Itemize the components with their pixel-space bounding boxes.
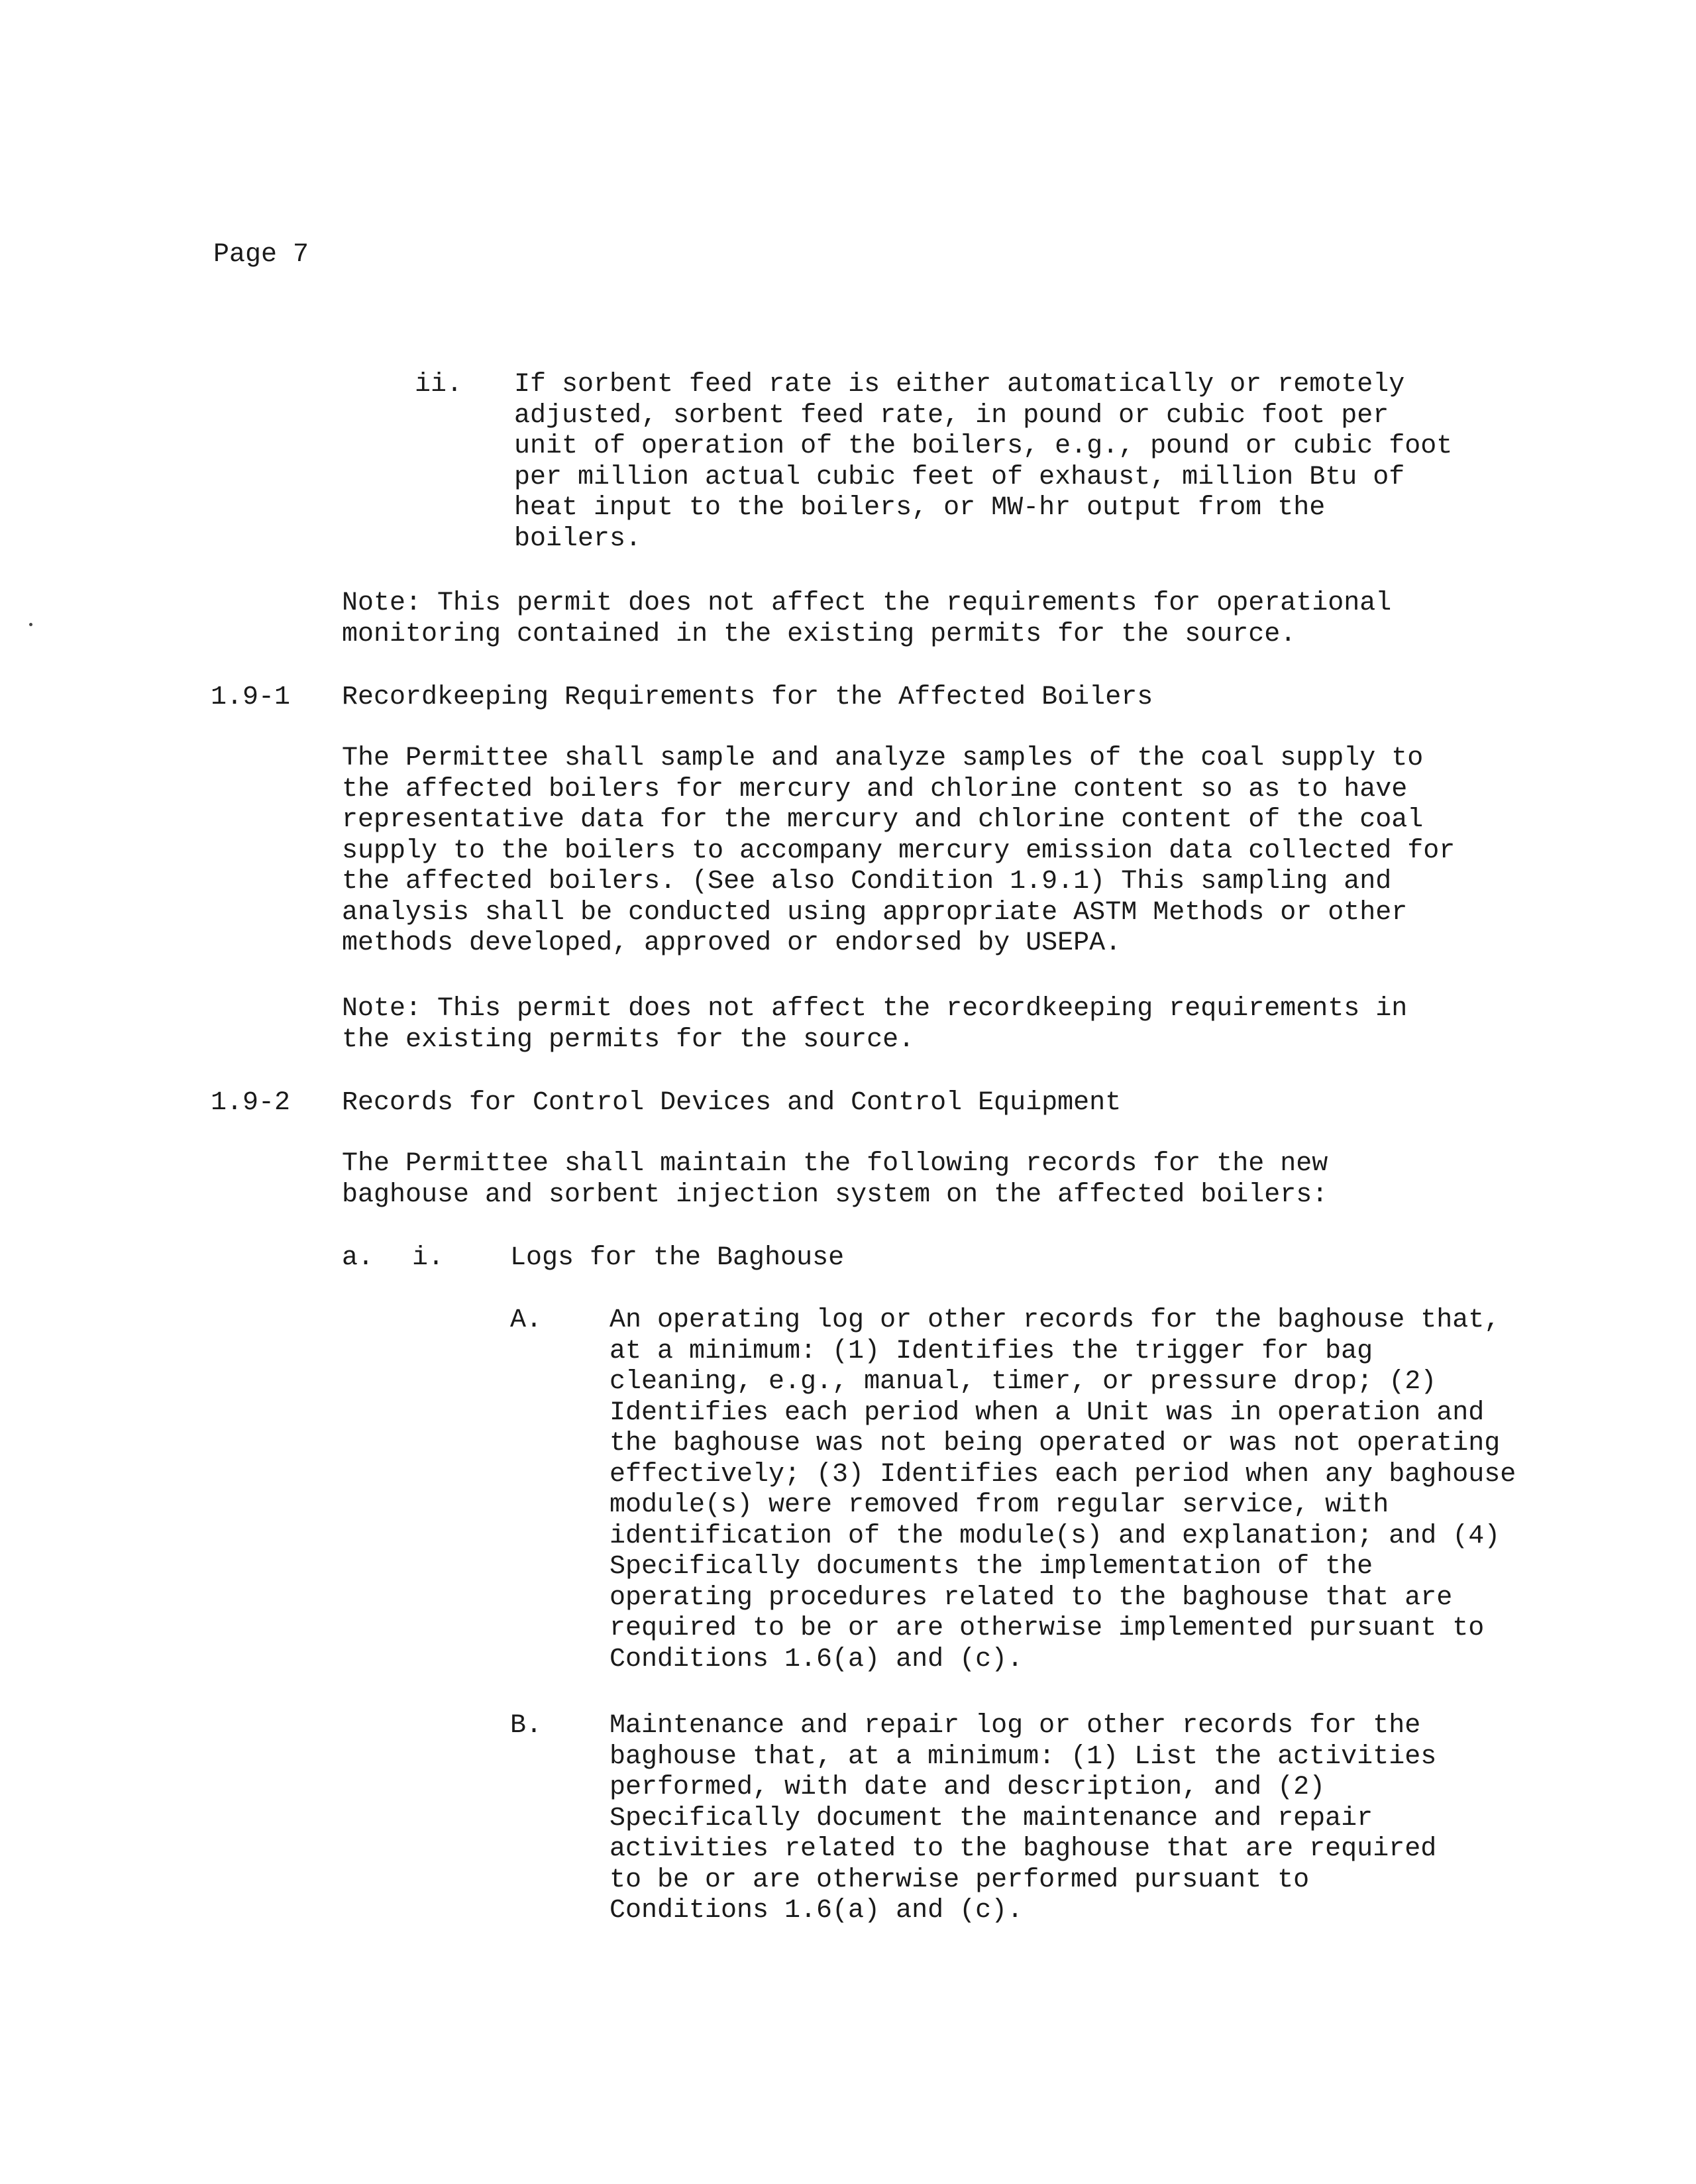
- scan-speck: [29, 623, 32, 626]
- page-number: Page 7: [213, 240, 309, 270]
- section-1-9-1-note: Note: This permit does not affect the recordkeeping requirements in the existing permits for the source.: [342, 994, 1408, 1055]
- section-1-9-2-body: The Permittee shall maintain the following records for the new baghouse and sorbent injection system on the affected boilers:: [342, 1149, 1328, 1210]
- item-A-text: An operating log or other records for the baghouse that, at a minimum: (1) Identifies the trigger for bag cleaning, e.g., manual, timer, or pressure drop; (2) Identifies each period when a Unit was in operation and the baghouse was not being operated or was not operating effectively; (3) Identifies each period when any baghouse module(s) were removed from regular service, with identification of the module(s) and explanation; and (4) Specifically documents the implementation of the operating procedures related to the baghouse that are required to be or are otherwise implemented pursuant to Conditions 1.6(a) and (c).: [610, 1305, 1516, 1674]
- item-B-text: Maintenance and repair log or other records for the baghouse that, at a minimum: (1) List the activities performed, with date and description, and (2) Specifically document the maintenance and repair activities related to the baghouse that are required to be or are otherwise performed pursuant to Conditions 1.6(a) and (c).: [610, 1711, 1437, 1926]
- note-monitoring: Note: This permit does not affect the requirements for operational monitoring contained in the existing permits for the source.: [342, 588, 1392, 649]
- item-ii-marker: ii.: [415, 370, 463, 400]
- section-1-9-1-number: 1.9-1: [211, 682, 291, 712]
- item-ii-text: If sorbent feed rate is either automatically or remotely adjusted, sorbent feed rate, in pound or cubic foot per unit of operation of the boilers, e.g., pound or cubic foot per million actual cubic feet of exhaust, million Btu of heat input to the boilers, or MW-hr output from the boilers.: [514, 370, 1453, 554]
- section-1-9-1-heading: Recordkeeping Requirements for the Affected Boilers: [342, 682, 1153, 712]
- item-i-heading: Logs for the Baghouse: [510, 1243, 845, 1273]
- item-A-marker: A.: [510, 1305, 543, 1335]
- section-1-9-2-number: 1.9-2: [211, 1088, 291, 1118]
- section-1-9-2-heading: Records for Control Devices and Control Equipment: [342, 1088, 1122, 1118]
- item-a-marker: a.: [342, 1243, 374, 1273]
- item-i-marker: i.: [412, 1243, 445, 1273]
- item-B-marker: B.: [510, 1711, 543, 1741]
- section-1-9-1-body: The Permittee shall sample and analyze samples of the coal supply to the affected boilers for mercury and chlorine content so as to have representative data for the mercury and chlorine content of the coal supply to the boilers to accompany mercury emission data collected for the affected boilers. (See also Condition 1.9.1) This sampling and analysis shall be conducted using appropriate ASTM Methods or other methods developed, approved or endorsed by USEPA.: [342, 743, 1456, 958]
